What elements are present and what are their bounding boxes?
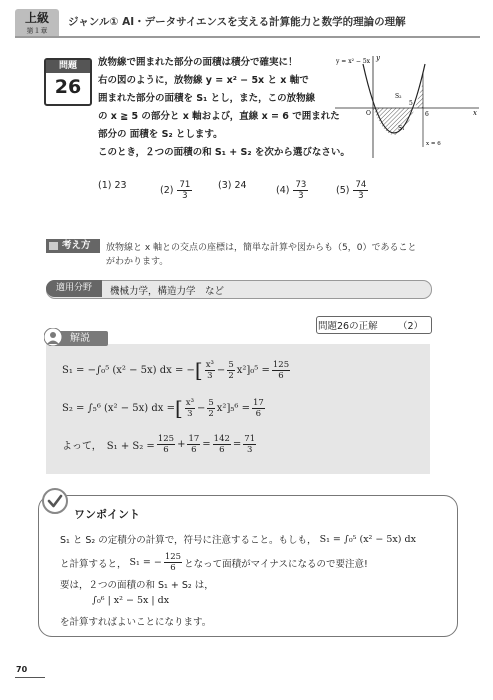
one-point-line-1: S₁ と S₂ の定積分の計算で，符号に注意すること。もしも， S₁ = ∫₀⁵ (x² − 5x) dx xyxy=(60,533,416,546)
answer-label: 問題26の正解 xyxy=(318,321,378,332)
field-bar xyxy=(46,280,432,299)
one-point-line-5: を計算すればよいことになります。 xyxy=(60,617,212,628)
y-axis-label: y xyxy=(376,54,380,62)
problem-label: 問題 xyxy=(46,60,90,73)
think-text-line-1: 放物線と x 軸との交点の座標は，簡単な計算や図からも（5，0）であること xyxy=(106,243,417,253)
level-tab xyxy=(15,9,59,37)
problem-line-4: の x ≧ 5 の部分と x 軸および，直線 x = 6 で囲まれた xyxy=(98,111,340,122)
s2-equation: S₂ = ∫₅⁶ (x² − 5x) dx = [ x³ 3 − $\frac{5}{2}$ x² ]₅⁶ = $\frac{17}{6}$ xyxy=(62,396,264,420)
header-divider xyxy=(15,36,480,38)
six-label: 6 xyxy=(425,111,429,118)
origin-label: O xyxy=(366,110,371,117)
level-label: 上級 xyxy=(24,11,49,25)
problem-line-2: 右の図のように，放物線 y = x² − 5x と x 軸で xyxy=(98,75,309,86)
think-label: 考え方 xyxy=(46,239,100,253)
problem-line-3: 囲まれた部分の面積を S₁ とし，また，この放物線 xyxy=(98,93,316,104)
one-point-line-3: 要は，２つの面積の和 S₁ + S₂ は， xyxy=(60,580,214,591)
choice-5: (5) $\frac{74}{3}$ xyxy=(336,180,367,201)
parabola-diagram xyxy=(333,52,483,162)
s2-label: S₂ xyxy=(395,93,402,100)
one-point-line-4: ∫₀⁶ | x² − 5x | dx xyxy=(92,595,170,606)
choice-3: (3) 24 xyxy=(218,180,247,191)
sum-equation: よって， S₁ + S₂ = $\frac{125}{6}$ + $\frac{17}{6}$ = $\frac{142}{6}$ = $\frac{71}{3}$ xyxy=(62,434,256,455)
x-axis-label: x xyxy=(473,109,477,117)
problem-line-1: 放物線で囲まれた部分の面積は積分で確実に！ xyxy=(98,57,298,68)
header-title: ジャンル① AI・データサイエンスを支える計算能力と数学的理論の理解 xyxy=(68,16,406,28)
answer-value: （2） xyxy=(398,321,424,332)
curve-label: y = x² − 5x xyxy=(336,58,371,65)
problem-badge xyxy=(44,58,92,106)
line-x6-label: x = 6 xyxy=(426,141,441,147)
page-number: 70 xyxy=(16,665,28,674)
problem-number: 26 xyxy=(54,76,82,98)
checkmark-icon xyxy=(42,488,68,514)
field-text: 機械力学，構造力学 など xyxy=(110,286,225,297)
one-point-title: ワンポイント xyxy=(74,508,140,521)
problem-line-6: このとき，２つの面積の和 S₁ + S₂ を次から選びなさい。 xyxy=(98,147,350,158)
choice-1: (1) 23 xyxy=(98,180,127,191)
explanation-label: 解説 xyxy=(50,331,108,346)
s1-region xyxy=(373,108,415,135)
think-text-line-2: がわかります。 xyxy=(106,257,169,267)
choice-2: (2) $\frac{71}{3}$ xyxy=(160,180,191,201)
person-icon xyxy=(44,328,62,346)
s1-equation: S₁ = −∫₀⁵ (x² − 5x) dx = − [ x³ 3 − $\frac{5}{2}$ x² ]₀⁵ = $\frac{125}{6}$ xyxy=(62,358,290,382)
page-number-underline xyxy=(15,677,45,678)
problem-line-5: 部分の 面積を S₂ とします。 xyxy=(98,129,223,140)
one-point-line-2: と計算すると， S₁ = − $\frac{125}{6}$ となって面積がマイナスになるので要注意! xyxy=(60,552,368,573)
s1-label: S₁ xyxy=(398,125,405,132)
five-label: 5 xyxy=(409,100,413,107)
chapter-label: 第１章 xyxy=(26,27,48,35)
choice-4: (4) $\frac{73}{3}$ xyxy=(276,180,307,201)
field-label: 適用分野 xyxy=(46,280,102,297)
